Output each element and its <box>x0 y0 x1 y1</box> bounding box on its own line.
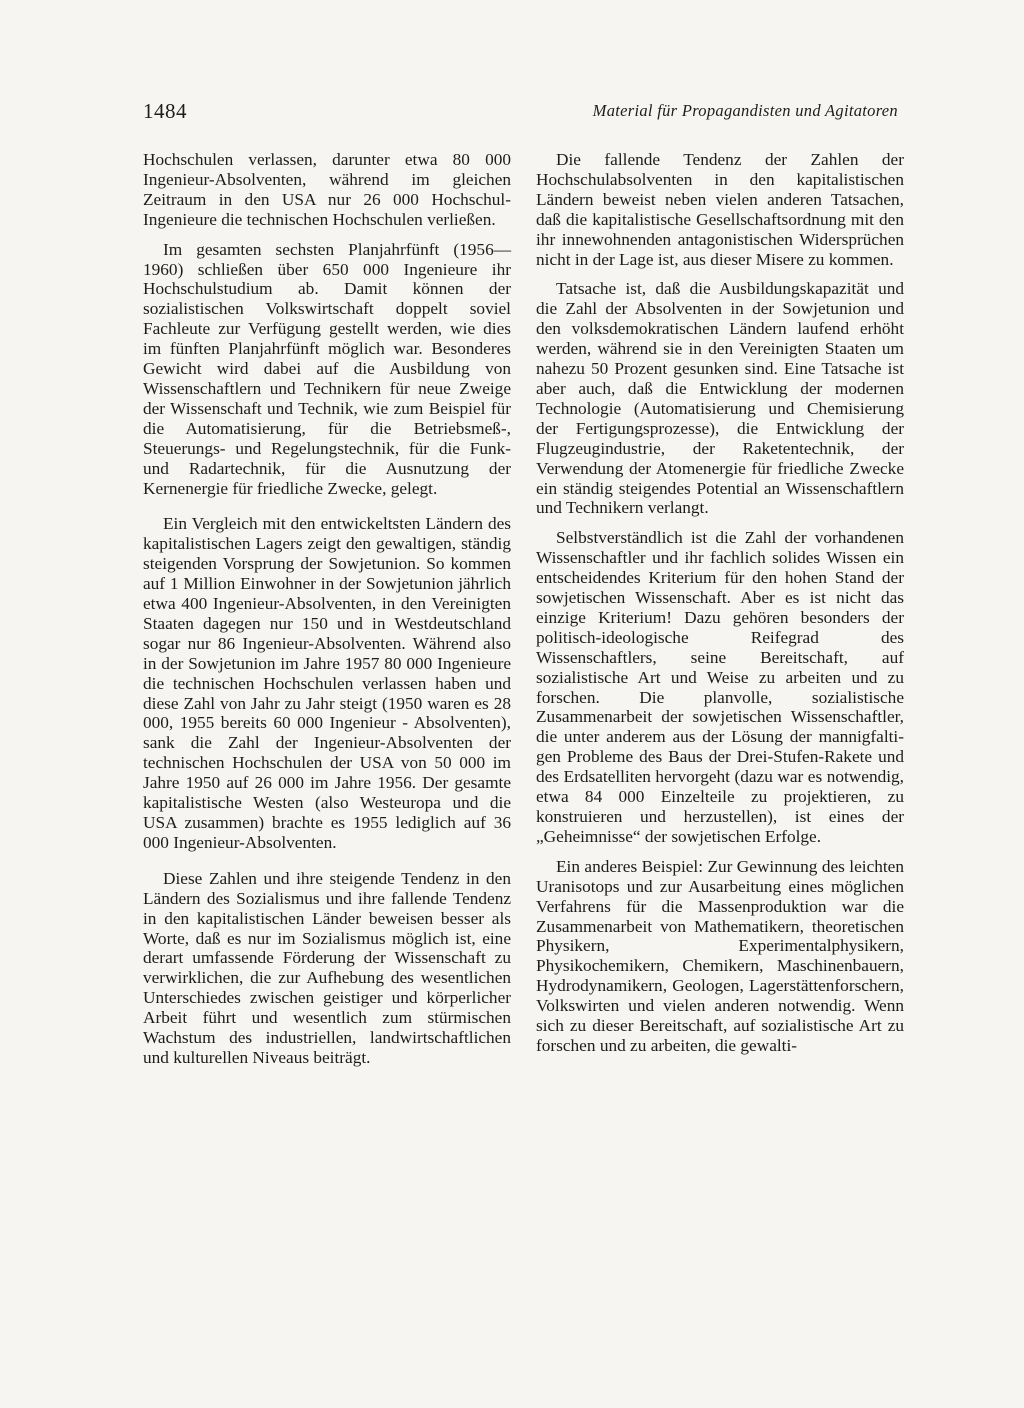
right-column <box>536 150 904 1056</box>
paragraph: Im gesamten sechsten Planjahrfünft (1956—1960) schließen über 650 000 Ingenieure ihr Hochschulstudium ab. Damit können der sozialistischen Volkswirtschaft doppelt soviel Fachleute zur Verfügung gestellt werden, wie dies im fünften Planjahrfünft möglich war. Besonderes Gewicht wird dabei auf die Ausbildung von Wissenschaftlern und Technikern für neue Zweige der Wissenschaft und Technik, wie zum Beispiel für die Automatisierung, für die Betriebsmeß-, Steuerungs- und Regelungstechnik, für die Funk- und Radartechnik, für die Ausnutzung der Kernenergie für friedliche Zwecke, gelegt. <box>143 239 511 498</box>
paragraph: Ein Vergleich mit den entwickeltsten Ländern des kapitalistischen Lagers zeigt den gewaltigen, ständig steigenden Vorsprung der Sowjetunion. So kommen auf 1 Million Einwohner in der Sowjetunion jährlich etwa 400 Ingenieur-Absolventen, in den Vereinigten Staaten dagegen nur 150 und in Westdeutschland sogar nur 86 Ingenieur-Absolventen. Während also in der Sowjetunion im Jahre 1957 80 000 Ingenieure die technischen Hochschulen verlassen haben und diese Zahl von Jahr zu Jahr steigt (1950 waren es 28 000, 1955 bereits 60 000 Ingenieur - Absolventen), sank die Zahl der Ingenieur-Absolventen der technischen Hochschulen der USA von 50 000 im Jahre 1950 auf 26 000 im Jahre 1956. Der gesamte kapitalistische Westen (also Westeuropa und die USA zusammen) brachte es 1955 lediglich auf 36 000 Ingenieur-Absolventen. <box>143 514 511 852</box>
paragraph: Ein anderes Beispiel: Zur Gewinnung des leichten Uranisotops und zur Ausarbeitung eines möglichen Verfahrens für die Massenproduktion war die Zusammenarbeit von Mathematikern, theoretischen Physikern, Experimentalphysikern, Physikochemikern, Chemikern, Maschinenbauern, Hydrodynamikern, Geologen, Lagerstättenforschern, Volkswirten und vielen anderen notwendig. Wenn sich zu dieser Bereitschaft, auf sozialistische Art zu forschen und zu arbeiten, die gewalti- <box>536 856 904 1055</box>
paragraph: Die fallende Tendenz der Zahlen der Hochschulabsolventen in den kapitalistischen Ländern beweist neben vielen anderen Tatsachen, daß die kapitalistische Gesellschaftsordnung mit den ihr innewohnenden antagonistischen Widersprüchen nicht in der Lage ist, aus dieser Misere zu kommen. <box>536 150 904 269</box>
paragraph: Selbstverständlich ist die Zahl der vorhandenen Wissenschaftler und ihr fachlich solides Wissen ein entscheidendes Kriterium für den hohen Stand der sowjetischen Wissenschaft. Aber es ist nicht das einzige Kriterium! Dazu gehören besonders der politisch-ideologische Reifegrad des Wissenschaftlers, seine Bereitschaft, auf sozialistische Art und Weise zu arbeiten und zu forschen. Die planvolle, sozialistische Zusammenarbeit der sowjetischen Wissenschaftler, die unter anderem aus der Lösung der mannigfaltigen Probleme des Baus der Drei-Stufen-Rakete und des Erdsatelliten hervorgeht (dazu war es notwendig, etwa 84 000 Einzelteile zu projektieren, zu konstruieren und herzustellen), ist eines der „Geheimnisse“ der sowjetischen Erfolge. <box>536 528 904 846</box>
page-number: 1484 <box>143 99 187 123</box>
paragraph: Hochschulen verlassen, darunter etwa 80 000 Ingenieur-Absolventen, während im gleichen Zeitraum in den USA nur 26 000 Hochschul-Ingenieure die technischen Hochschulen verließen. <box>143 150 511 229</box>
left-column <box>143 150 511 1068</box>
paragraph: Diese Zahlen und ihre steigende Tendenz in den Ländern des Sozialismus und ihre fallende Tendenz in den kapitalistischen Länder beweisen besser als Worte, daß es nur im Sozialismus möglich ist, eine derart umfassende Förderung der Wissenschaft zu verwirklichen, die zur Aufhebung des wesentlichen Unterschiedes zwischen geistiger und körperlicher Arbeit führt und wesentlich zum stürmischen Wachstum des industriellen, landwirtschaftlichen und kulturellen Niveaus beiträgt. <box>143 868 511 1067</box>
paragraph: Tatsache ist, daß die Ausbildungskapazität und die Zahl der Absolventen in der Sowjetunion und den volksdemokratischen Ländern laufend erhöht werden, während sie in den Vereinigten Staaten um nahezu 50 Prozent gesunken sind. Eine Tatsache ist aber auch, daß die Entwicklung der modernen Technologie (Automatisierung und Chemisierung der Fertigungsprozesse), die Entwicklung der Flugzeugindustrie, der Raketentechnik, der Verwendung der Atomenergie für friedliche Zwecke ein ständig steigendes Potential an Wissenschaftlern und Technikern verlangt. <box>536 279 904 518</box>
running-title: Material für Propagandisten und Agitatoren <box>592 101 898 120</box>
